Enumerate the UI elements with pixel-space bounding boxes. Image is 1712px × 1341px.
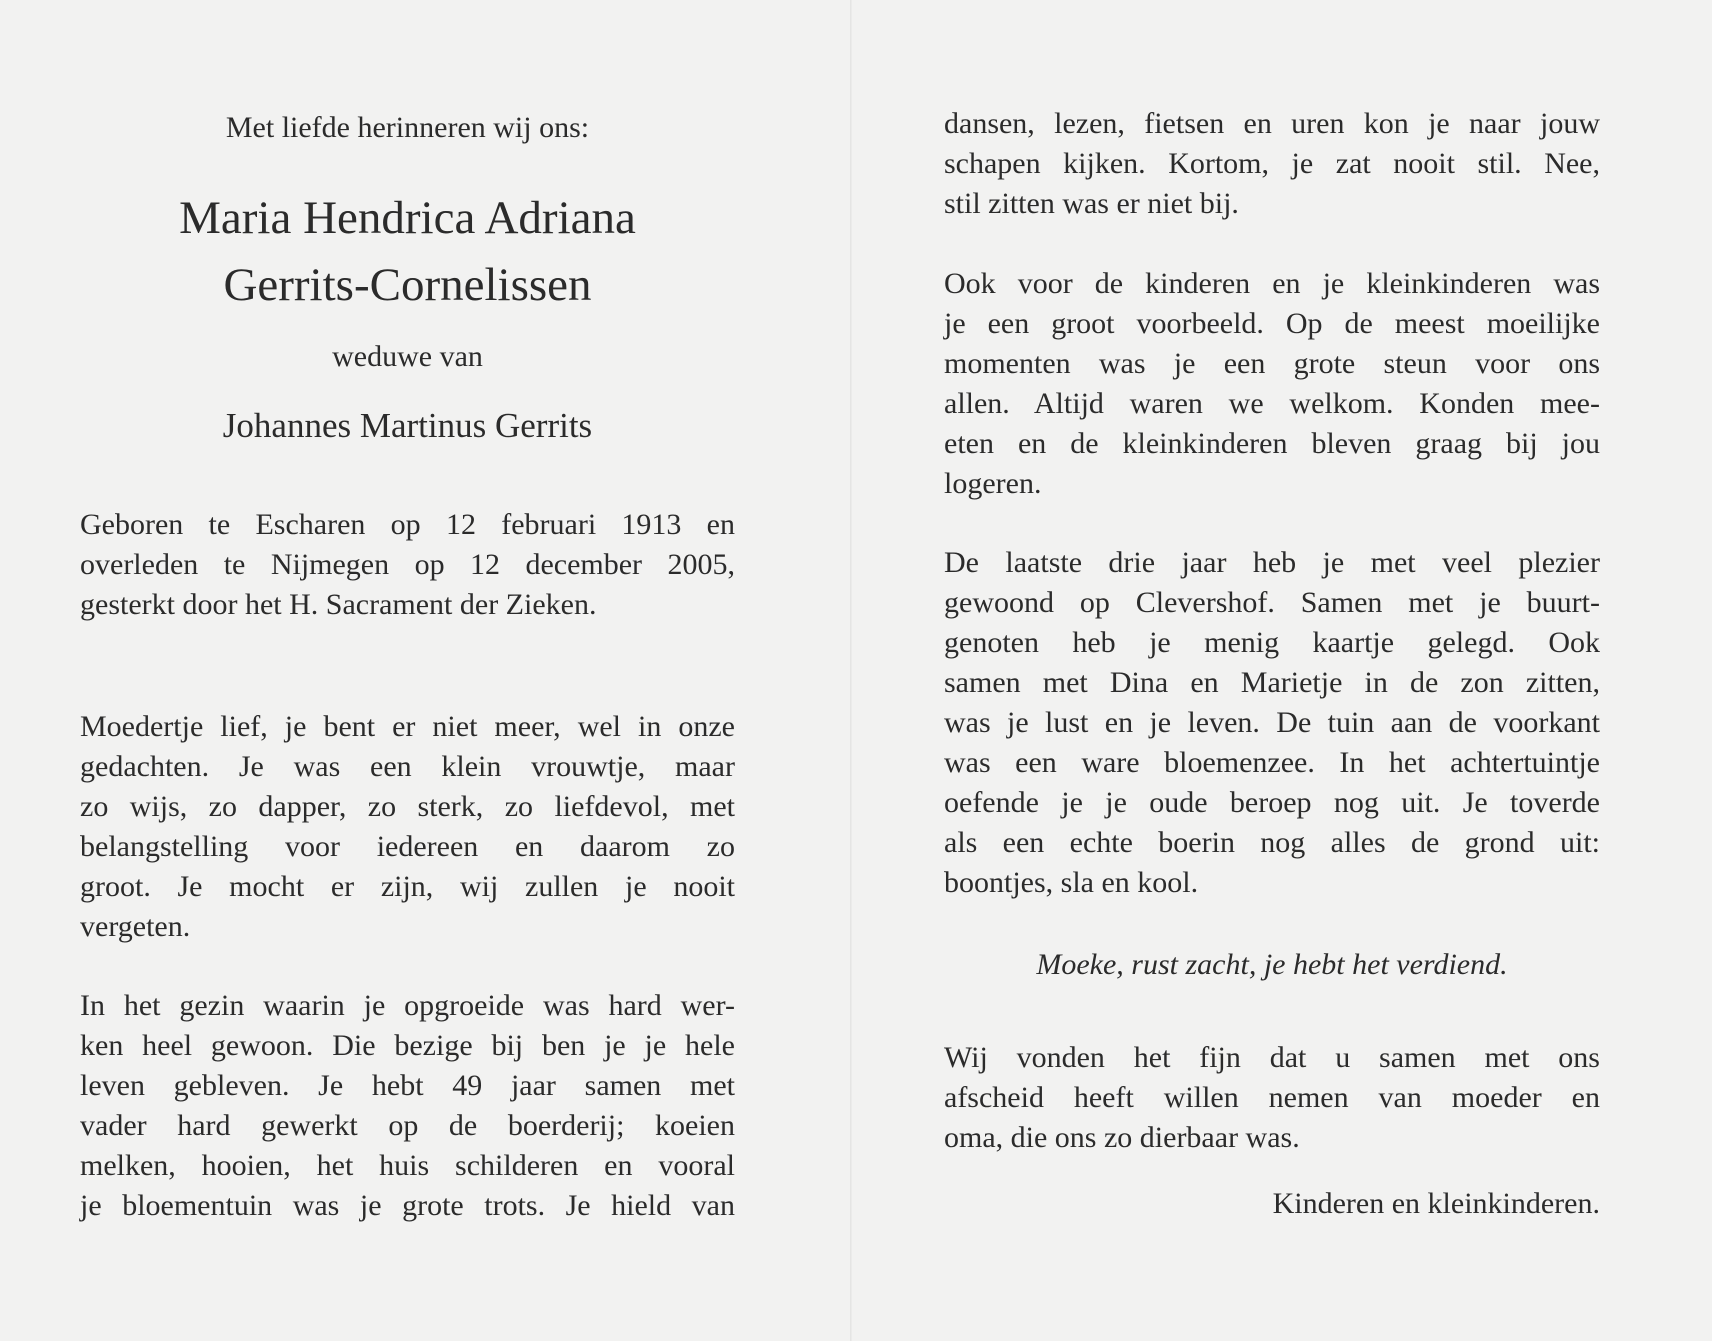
- paragraph-line: samen met Dina en Marietje in de zon zitten,: [944, 666, 1600, 699]
- tribute-paragraph-4: [944, 264, 1600, 504]
- paragraph-line: allen. Altijd waren we welkom. Konden mee-: [944, 387, 1600, 420]
- paragraph-line: oefende je je oude beroep nog uit. Je toverde: [944, 786, 1600, 819]
- right-panel: [944, 0, 1600, 1341]
- paragraph-line: schapen kijken. Kortom, je zat nooit stil. Nee,: [944, 147, 1600, 180]
- paragraph-line: Ook voor de kinderen en je kleinkinderen was: [944, 267, 1600, 300]
- paragraph-line: vader hard gewerkt op de boerderij; koeien: [80, 1109, 735, 1142]
- motto: Moeke, rust zacht, je hebt het verdiend.: [1036, 948, 1508, 981]
- paragraph-line: belangstelling voor iedereen en daarom zo: [80, 830, 735, 863]
- husband-name: Johannes Martinus Gerrits: [222, 406, 593, 445]
- paragraph-line: eten en de kleinkinderen bleven graag bij jou: [944, 427, 1600, 460]
- paragraph-line: logeren.: [944, 467, 1042, 500]
- paragraph-line: melken, hooien, het huis schilderen en vooral: [80, 1149, 735, 1182]
- paragraph-line: leven gebleven. Je hebt 49 jaar samen met: [80, 1069, 735, 1102]
- paragraph-line: De laatste drie jaar heb je met veel plezier: [944, 546, 1600, 579]
- tribute-paragraph-3: [944, 104, 1600, 224]
- thanks-paragraph: [944, 1038, 1600, 1158]
- paragraph-line: stil zitten was er niet bij.: [944, 187, 1239, 220]
- widow-of-label: weduwe van: [332, 340, 483, 373]
- paragraph-line: oma, die ons zo dierbaar was.: [944, 1121, 1300, 1154]
- paragraph-line: overleden te Nijmegen op 12 december 2005,: [80, 548, 735, 581]
- tribute-paragraph-5: [944, 543, 1600, 903]
- card-fold-line: [850, 0, 852, 1341]
- paragraph-line: Moedertje lief, je bent er niet meer, wel in onze: [80, 710, 735, 743]
- paragraph-line: was je lust en je leven. De tuin aan de voorkant: [944, 706, 1600, 739]
- deceased-name-line-1: Maria Hendrica Adriana: [179, 192, 636, 244]
- intro-text: Met liefde herinneren wij ons:: [225, 111, 590, 144]
- paragraph-line: gesterkt door het H. Sacrament der Zieken.: [80, 588, 597, 621]
- paragraph-line: gedachten. Je was een klein vrouwtje, maar: [80, 750, 735, 783]
- signoff: Kinderen en kleinkinderen.: [1272, 1187, 1600, 1220]
- paragraph-line: je een groot voorbeeld. Op de meest moeilijke: [944, 307, 1600, 340]
- tribute-paragraph-1: [80, 707, 735, 947]
- paragraph-line: was een ware bloemenzee. In het achtertuintje: [944, 746, 1600, 779]
- paragraph-line: In het gezin waarin je opgroeide was hard wer-: [80, 989, 735, 1022]
- paragraph-line: je bloementuin was je grote trots. Je hield van: [80, 1189, 735, 1222]
- paragraph-line: momenten was je een grote steun voor ons: [944, 347, 1600, 380]
- paragraph-line: dansen, lezen, fietsen en uren kon je naar jouw: [944, 107, 1600, 140]
- paragraph-line: als een echte boerin nog alles de grond uit:: [944, 826, 1600, 859]
- paragraph-line: Wij vonden het fijn dat u samen met ons: [944, 1041, 1600, 1074]
- tribute-paragraph-2: [80, 986, 735, 1226]
- birth-death-paragraph: [80, 505, 735, 625]
- paragraph-line: afscheid heeft willen nemen van moeder en: [944, 1081, 1600, 1114]
- paragraph-line: Geboren te Escharen op 12 februari 1913 en: [80, 508, 735, 541]
- paragraph-line: vergeten.: [80, 910, 191, 943]
- paragraph-line: gewoond op Clevershof. Samen met je buurt-: [944, 586, 1600, 619]
- paragraph-line: genoten heb je menig kaartje gelegd. Ook: [944, 626, 1600, 659]
- paragraph-line: zo wijs, zo dapper, zo sterk, zo liefdevol, met: [80, 790, 735, 823]
- paragraph-line: groot. Je mocht er zijn, wij zullen je nooit: [80, 870, 735, 903]
- paragraph-line: ken heel gewoon. Die bezige bij ben je je hele: [80, 1029, 735, 1062]
- paragraph-line: boontjes, sla en kool.: [944, 866, 1199, 899]
- deceased-name-line-2: Gerrits-Cornelissen: [223, 259, 592, 311]
- left-panel: [80, 0, 735, 1341]
